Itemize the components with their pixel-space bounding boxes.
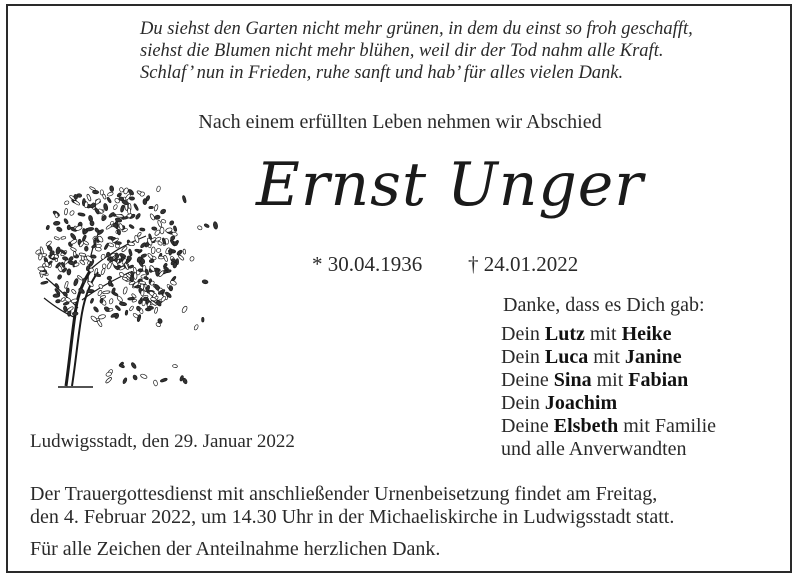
leaf [194, 324, 199, 330]
leaf [92, 190, 98, 194]
connector: mit Familie [618, 415, 717, 437]
service-line: Der Trauergottesdienst mit anschließender Urnenbeisetzung findet am Freitag, [30, 483, 658, 505]
leaf [108, 242, 114, 247]
leaf [119, 253, 127, 259]
relation: Deine [501, 369, 554, 391]
leaf [63, 218, 69, 224]
relative-line [501, 323, 716, 346]
leaf [102, 290, 110, 294]
relative-line [501, 369, 716, 392]
leaf [78, 212, 86, 216]
leaf [100, 295, 106, 299]
leaf [53, 221, 60, 225]
relation: Dein [501, 392, 545, 414]
leaf [88, 215, 93, 222]
leaf [105, 377, 112, 384]
leaf [160, 227, 164, 234]
leaf [141, 290, 145, 296]
leaf [189, 256, 195, 262]
leaf [135, 249, 142, 253]
leaf [140, 242, 147, 249]
leaf [149, 259, 154, 263]
poem-line: siehst die Blumen nicht mehr blühen, weil dir der Tod nahm alle Kraft. [140, 41, 664, 61]
poem-line: Du siehst den Garten nicht mehr grünen, in dem du einst so froh geschafft, [140, 19, 693, 39]
leaf [145, 269, 150, 276]
leaf [169, 286, 173, 292]
leaf [129, 306, 134, 312]
leaf [156, 248, 161, 253]
leaf [109, 298, 114, 304]
birth-date: * 30.04.1936 [312, 252, 423, 276]
leaf [101, 254, 106, 260]
poem [140, 18, 790, 84]
leaf [96, 244, 101, 247]
leaf [108, 212, 115, 218]
leaf [102, 264, 106, 269]
leaf [75, 225, 83, 231]
leaf [119, 302, 127, 307]
leaf [181, 305, 188, 313]
leaf [182, 195, 187, 203]
leaf [158, 256, 163, 259]
relative-name: Lutz [544, 323, 585, 345]
leaf [64, 297, 71, 303]
poem-line: Schlaf’ nun in Frieden, ruhe sanft und hab’ für alles vielen Dank. [140, 63, 624, 83]
leaf [151, 247, 155, 254]
leaf [176, 249, 183, 256]
relation: und alle Anverwandten [501, 438, 687, 460]
leaf [135, 213, 141, 220]
leaf [90, 298, 94, 304]
leaf [90, 315, 98, 322]
leaf [97, 320, 103, 327]
leaf [106, 197, 111, 204]
leaf [202, 317, 204, 322]
relative-line [501, 346, 716, 369]
leaf [141, 253, 147, 258]
service-line: den 4. Februar 2022, um 14.30 Uhr in der Michaeliskirche in Ludwigsstadt statt. [30, 506, 675, 528]
leaf [135, 285, 141, 288]
leaf [154, 204, 159, 211]
leaf [64, 200, 70, 205]
leaf [128, 208, 131, 214]
leaf [149, 206, 154, 209]
leaf [133, 203, 139, 211]
leaf [116, 295, 123, 302]
closing-text: Für alle Zeichen der Anteilnahme herzlichen Dank. [30, 538, 441, 560]
leaf [172, 364, 177, 368]
leaf [137, 232, 142, 237]
leaf [140, 228, 146, 232]
leaf [204, 223, 210, 228]
leaf [143, 199, 147, 205]
leaf [101, 268, 106, 275]
leaf [120, 205, 125, 213]
leaf [102, 194, 106, 200]
place-date: Ludwigsstadt, den 29. Januar 2022 [30, 431, 295, 452]
leaf [160, 378, 168, 383]
relative-line [501, 438, 716, 461]
connector: mit [588, 346, 625, 368]
leaf [117, 229, 121, 235]
leaf [129, 197, 134, 200]
relative-name: Joachim [544, 392, 618, 414]
leaf [100, 299, 104, 304]
tree-leaves [35, 185, 218, 386]
leaf [69, 210, 75, 216]
relative-line [501, 392, 716, 415]
leaf [72, 312, 78, 316]
relative-name: Sina [553, 369, 592, 391]
deceased-name: Ernst Unger [256, 150, 644, 220]
leaf [140, 373, 148, 379]
leaf [79, 253, 86, 257]
leaf [87, 289, 95, 293]
leaf [105, 371, 112, 377]
leaf [82, 235, 87, 242]
leaf [197, 225, 203, 230]
leaf [86, 227, 94, 231]
leaf [128, 249, 132, 256]
leaf [169, 220, 175, 226]
leaf [62, 256, 68, 261]
leaf [97, 290, 102, 296]
relation: Dein [501, 323, 545, 345]
leaf [41, 281, 49, 285]
leaf [109, 185, 114, 191]
leaf [160, 208, 167, 215]
relative-name: Luca [544, 346, 589, 368]
leaf [147, 306, 153, 309]
leaf [54, 283, 59, 289]
relation: Deine [501, 415, 554, 437]
leaf [86, 194, 91, 202]
leaf [213, 221, 218, 229]
leaf [173, 226, 177, 232]
leaf [202, 279, 208, 284]
leaf [176, 259, 179, 265]
leaf [60, 297, 65, 302]
service-info [30, 483, 770, 529]
leaf [113, 204, 118, 210]
leaf [56, 226, 63, 232]
leaf [125, 310, 128, 315]
relative-name: Elsbeth [553, 415, 619, 437]
leaf [151, 227, 157, 231]
leaf [85, 246, 89, 251]
leaf [156, 186, 161, 192]
leaf [64, 281, 69, 289]
leaf [154, 307, 158, 314]
thanks-heading: Danke, dass es Dich gab: [503, 294, 705, 316]
relative-name: Heike [621, 323, 672, 345]
leaf [106, 262, 112, 270]
leaf [84, 202, 88, 208]
leaf [106, 252, 110, 257]
leaf [129, 224, 135, 229]
leaf [122, 286, 127, 294]
windblown-tree-icon [18, 168, 223, 393]
leaf [119, 272, 125, 278]
leaf [70, 247, 77, 252]
leaf [55, 299, 60, 303]
leaf [154, 215, 160, 220]
leaf [64, 208, 68, 215]
leaf [134, 273, 138, 280]
leaf [70, 233, 77, 241]
leaf [61, 236, 66, 239]
leaf [110, 257, 114, 262]
intro-text: Nach einem erfüllten Leben nehmen wir Abschied [198, 111, 602, 133]
leaf [138, 269, 143, 272]
leaf [55, 247, 60, 255]
leaf [169, 248, 173, 255]
leaf [130, 362, 137, 369]
leaf [93, 306, 99, 313]
relation: Dein [501, 346, 545, 368]
leaf [40, 272, 47, 275]
leaf [107, 276, 112, 280]
leaf [144, 276, 149, 280]
leaf [119, 364, 125, 369]
leaf [94, 198, 101, 205]
thanks-block [501, 294, 716, 461]
relative-name: Fabian [628, 369, 689, 391]
leaf [163, 255, 168, 262]
leaf [183, 249, 186, 254]
leaf [170, 280, 178, 286]
leaf [122, 377, 127, 384]
leaf [54, 236, 60, 240]
leaf [161, 219, 167, 224]
leaf [71, 289, 77, 295]
leaf [157, 241, 162, 246]
leaf [107, 191, 114, 196]
leaf [73, 278, 79, 286]
leaf [160, 296, 166, 303]
leaf [121, 199, 129, 205]
leaf [66, 288, 69, 293]
death-date: † 24.01.2022 [468, 252, 579, 276]
leaf [67, 269, 71, 276]
leaf [46, 225, 50, 230]
connector: mit [591, 369, 629, 391]
relative-name: Janine [624, 346, 682, 368]
leaf [116, 214, 124, 217]
connector: mit [584, 323, 622, 345]
leaf [132, 374, 138, 380]
leaf [57, 274, 63, 280]
leaf [67, 225, 70, 230]
relative-line [501, 415, 716, 438]
leaf [108, 280, 112, 286]
leaf [115, 305, 121, 311]
leaf [153, 380, 158, 387]
